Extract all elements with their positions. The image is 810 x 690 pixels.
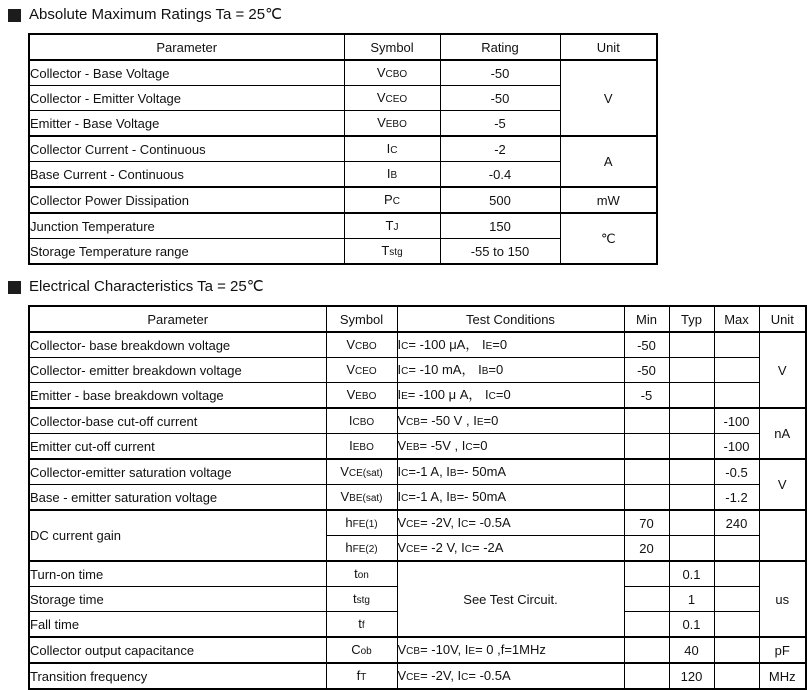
max-cell — [714, 358, 759, 383]
typ-cell: 40 — [669, 637, 714, 663]
typ-cell — [669, 510, 714, 536]
max-cell: -1.2 — [714, 485, 759, 511]
subscript: CE — [406, 671, 421, 683]
square-bullet-icon — [8, 281, 21, 294]
section-title — [8, 6, 810, 24]
parameter-cell: Collector Current - Continuous — [29, 136, 344, 162]
column-header-rating: Rating — [440, 34, 560, 60]
typ-cell — [669, 408, 714, 434]
subscript: CE — [406, 518, 421, 530]
column-header-test-conditions: Test Conditions — [397, 306, 624, 332]
min-cell — [624, 663, 669, 689]
typ-cell: 0.1 — [669, 612, 714, 638]
rating-cell: -50 — [440, 86, 560, 111]
typ-cell: 120 — [669, 663, 714, 689]
parameter-cell: Collector Power Dissipation — [29, 187, 344, 213]
parameter-cell: Collector-emitter saturation voltage — [29, 459, 326, 485]
subscript: C — [401, 365, 409, 377]
max-cell — [714, 587, 759, 612]
max-cell — [714, 663, 759, 689]
parameter-cell: Collector-base cut-off current — [29, 408, 326, 434]
unit-cell: nA — [759, 408, 806, 459]
min-cell: -50 — [624, 332, 669, 358]
test-conditions-cell: VCB= -50 V , IE=0 — [397, 408, 624, 434]
min-cell — [624, 637, 669, 663]
subscript: C — [392, 195, 400, 207]
symbol-cell: VCEO — [326, 358, 397, 383]
table-row — [29, 187, 657, 213]
parameter-cell: Collector - Emitter Voltage — [29, 86, 344, 111]
symbol-cell: VEBO — [344, 111, 440, 137]
typ-cell: 1 — [669, 587, 714, 612]
symbol-cell: PC — [344, 187, 440, 213]
table-row — [29, 561, 806, 587]
unit-cell: A — [560, 136, 657, 187]
test-conditions-cell: VEB= -5V , IC=0 — [397, 434, 624, 460]
rating-cell: -0.4 — [440, 162, 560, 188]
section-title-text: Electrical Characteristics Ta = 25℃ — [29, 278, 264, 295]
subscript: C — [401, 492, 409, 504]
subscript: stg — [389, 246, 403, 258]
parameter-cell: Collector- emitter breakdown voltage — [29, 358, 326, 383]
subscript: CBO — [352, 416, 375, 428]
subscript: C — [464, 543, 472, 555]
table-row — [29, 408, 806, 434]
absolute-maximum-ratings-table — [28, 33, 658, 265]
subscript: on — [357, 569, 369, 581]
test-conditions-cell: VCB= -10V, IE= 0 ,f=1MHz — [397, 637, 624, 663]
max-cell — [714, 637, 759, 663]
table-row — [29, 459, 806, 485]
rating-cell: 500 — [440, 187, 560, 213]
typ-cell — [669, 459, 714, 485]
table-row — [29, 60, 657, 86]
symbol-cell: Tstg — [344, 239, 440, 265]
typ-cell — [669, 434, 714, 460]
unit-cell: MHz — [759, 663, 806, 689]
test-conditions-cell: IE= -100 μ A， IC=0 — [397, 383, 624, 409]
symbol-cell: tf — [326, 612, 397, 638]
subscript: CBO — [355, 340, 377, 352]
symbol-cell: VCBO — [326, 332, 397, 358]
subscript: C — [401, 467, 409, 479]
subscript: J — [393, 221, 399, 233]
subscript: EBO — [355, 390, 377, 402]
subscript: C — [465, 441, 473, 453]
subscript: CE(sat) — [348, 467, 383, 479]
min-cell — [624, 459, 669, 485]
max-cell — [714, 612, 759, 638]
symbol-cell: VBE(sat) — [326, 485, 397, 511]
max-cell: 240 — [714, 510, 759, 536]
test-conditions-cell: VCE= -2V, IC= -0.5A — [397, 510, 624, 536]
test-conditions-cell: VCE= -2 V, IC= -2A — [397, 536, 624, 562]
rating-cell: -5 — [440, 111, 560, 137]
unit-cell: V — [759, 332, 806, 408]
symbol-cell: ICBO — [326, 408, 397, 434]
unit-cell: us — [759, 561, 806, 637]
square-bullet-icon — [8, 9, 21, 22]
header-row — [29, 34, 657, 60]
subscript: C — [390, 144, 398, 156]
max-cell — [714, 383, 759, 409]
parameter-cell: Collector- base breakdown voltage — [29, 332, 326, 358]
subscript: C — [401, 340, 409, 352]
min-cell — [624, 408, 669, 434]
subscript: CBO — [385, 68, 408, 80]
min-cell: 70 — [624, 510, 669, 536]
symbol-cell: VCBO — [344, 60, 440, 86]
subscript: C — [461, 671, 469, 683]
unit-cell: pF — [759, 637, 806, 663]
subscript: CE — [406, 543, 421, 555]
subscript: B — [481, 365, 489, 377]
symbol-cell: tstg — [326, 587, 397, 612]
min-cell: -50 — [624, 358, 669, 383]
parameter-cell: Transition frequency — [29, 663, 326, 689]
subscript: EBO — [385, 118, 407, 130]
table-row — [29, 213, 657, 239]
symbol-cell: VEBO — [326, 383, 397, 409]
parameter-cell: Storage time — [29, 587, 326, 612]
parameter-cell: Base Current - Continuous — [29, 162, 344, 188]
max-cell — [714, 536, 759, 562]
header-row — [29, 306, 806, 332]
typ-cell: 0.1 — [669, 561, 714, 587]
parameter-cell: Storage Temperature range — [29, 239, 344, 265]
table-row — [29, 383, 806, 409]
electrical-characteristics-table — [28, 305, 807, 690]
max-cell — [714, 561, 759, 587]
subscript: FE(2) — [352, 543, 378, 555]
column-header-max: Max — [714, 306, 759, 332]
subscript: f — [361, 619, 365, 631]
table-row — [29, 510, 806, 536]
symbol-cell: IEBO — [326, 434, 397, 460]
subscript: stg — [356, 594, 370, 606]
unit-cell: mW — [560, 187, 657, 213]
table-row — [29, 332, 806, 358]
section-title-text: Absolute Maximum Ratings Ta = 25℃ — [29, 6, 282, 23]
rating-cell: -55 to 150 — [440, 239, 560, 265]
column-header-unit: Unit — [759, 306, 806, 332]
subscript: B — [449, 492, 457, 504]
max-cell: -100 — [714, 434, 759, 460]
min-cell: -5 — [624, 383, 669, 409]
symbol-cell: hFE(2) — [326, 536, 397, 562]
subscript: E — [485, 340, 493, 352]
parameter-cell: Junction Temperature — [29, 213, 344, 239]
test-conditions-cell: IC= -10 mA， IB=0 — [397, 358, 624, 383]
subscript: C — [488, 390, 496, 402]
subscript: CB — [406, 416, 421, 428]
typ-cell — [669, 536, 714, 562]
symbol-cell: hFE(1) — [326, 510, 397, 536]
column-header-typ: Typ — [669, 306, 714, 332]
rating-cell: -2 — [440, 136, 560, 162]
subscript: T — [360, 671, 367, 683]
test-conditions-cell: IC=-1 A, IB=- 50mA — [397, 485, 624, 511]
subscript: C — [461, 518, 469, 530]
min-cell — [624, 434, 669, 460]
absolute-maximum-ratings-section — [8, 6, 810, 265]
typ-cell — [669, 332, 714, 358]
subscript: E — [401, 390, 408, 402]
unit-cell: ℃ — [560, 213, 657, 264]
subscript: B — [449, 467, 457, 479]
max-cell — [714, 332, 759, 358]
symbol-cell: fT — [326, 663, 397, 689]
subscript: E — [468, 645, 476, 657]
symbol-cell: VCEO — [344, 86, 440, 111]
max-cell: -100 — [714, 408, 759, 434]
min-cell — [624, 587, 669, 612]
unit-cell — [759, 510, 806, 561]
min-cell: 20 — [624, 536, 669, 562]
parameter-cell: Turn-on time — [29, 561, 326, 587]
column-header-min: Min — [624, 306, 669, 332]
parameter-cell: Collector output capacitance — [29, 637, 326, 663]
parameter-cell: Collector - Base Voltage — [29, 60, 344, 86]
rating-cell: -50 — [440, 60, 560, 86]
test-conditions-cell: IC=-1 A, IB=- 50mA — [397, 459, 624, 485]
typ-cell — [669, 485, 714, 511]
table-row — [29, 663, 806, 689]
subscript: E — [476, 416, 484, 428]
table-row — [29, 485, 806, 511]
symbol-cell: IC — [344, 136, 440, 162]
subscript: ob — [360, 645, 372, 657]
column-header-parameter: Parameter — [29, 306, 326, 332]
table-row — [29, 434, 806, 460]
column-header-parameter: Parameter — [29, 34, 344, 60]
parameter-cell: Base - emitter saturation voltage — [29, 485, 326, 511]
parameter-cell: DC current gain — [29, 510, 326, 561]
typ-cell — [669, 383, 714, 409]
subscript: BE(sat) — [349, 492, 383, 504]
subscript: EBO — [352, 441, 374, 453]
subscript: CEO — [355, 365, 377, 377]
symbol-cell: Cob — [326, 637, 397, 663]
test-conditions-cell: IC= -100 μA， IE=0 — [397, 332, 624, 358]
rating-cell: 150 — [440, 213, 560, 239]
parameter-cell: Emitter - Base Voltage — [29, 111, 344, 137]
symbol-cell: VCE(sat) — [326, 459, 397, 485]
column-header-symbol: Symbol — [326, 306, 397, 332]
typ-cell — [669, 358, 714, 383]
symbol-cell: TJ — [344, 213, 440, 239]
subscript: CEO — [385, 93, 408, 105]
subscript: CB — [406, 645, 421, 657]
subscript: EB — [406, 441, 420, 453]
table-row — [29, 637, 806, 663]
max-cell: -0.5 — [714, 459, 759, 485]
electrical-characteristics-section — [8, 278, 810, 690]
symbol-cell: IB — [344, 162, 440, 188]
parameter-cell: Emitter cut-off current — [29, 434, 326, 460]
min-cell — [624, 612, 669, 638]
table-row — [29, 358, 806, 383]
unit-cell: V — [560, 60, 657, 136]
test-conditions-cell: See Test Circuit. — [397, 561, 624, 637]
subscript: B — [390, 169, 398, 181]
column-header-unit: Unit — [560, 34, 657, 60]
parameter-cell: Emitter - base breakdown voltage — [29, 383, 326, 409]
min-cell — [624, 561, 669, 587]
table-row — [29, 136, 657, 162]
unit-cell: V — [759, 459, 806, 510]
test-conditions-cell: VCE= -2V, IC= -0.5A — [397, 663, 624, 689]
section-title — [8, 278, 810, 296]
column-header-symbol: Symbol — [344, 34, 440, 60]
subscript: FE(1) — [352, 518, 378, 530]
min-cell — [624, 485, 669, 511]
symbol-cell: ton — [326, 561, 397, 587]
parameter-cell: Fall time — [29, 612, 326, 638]
